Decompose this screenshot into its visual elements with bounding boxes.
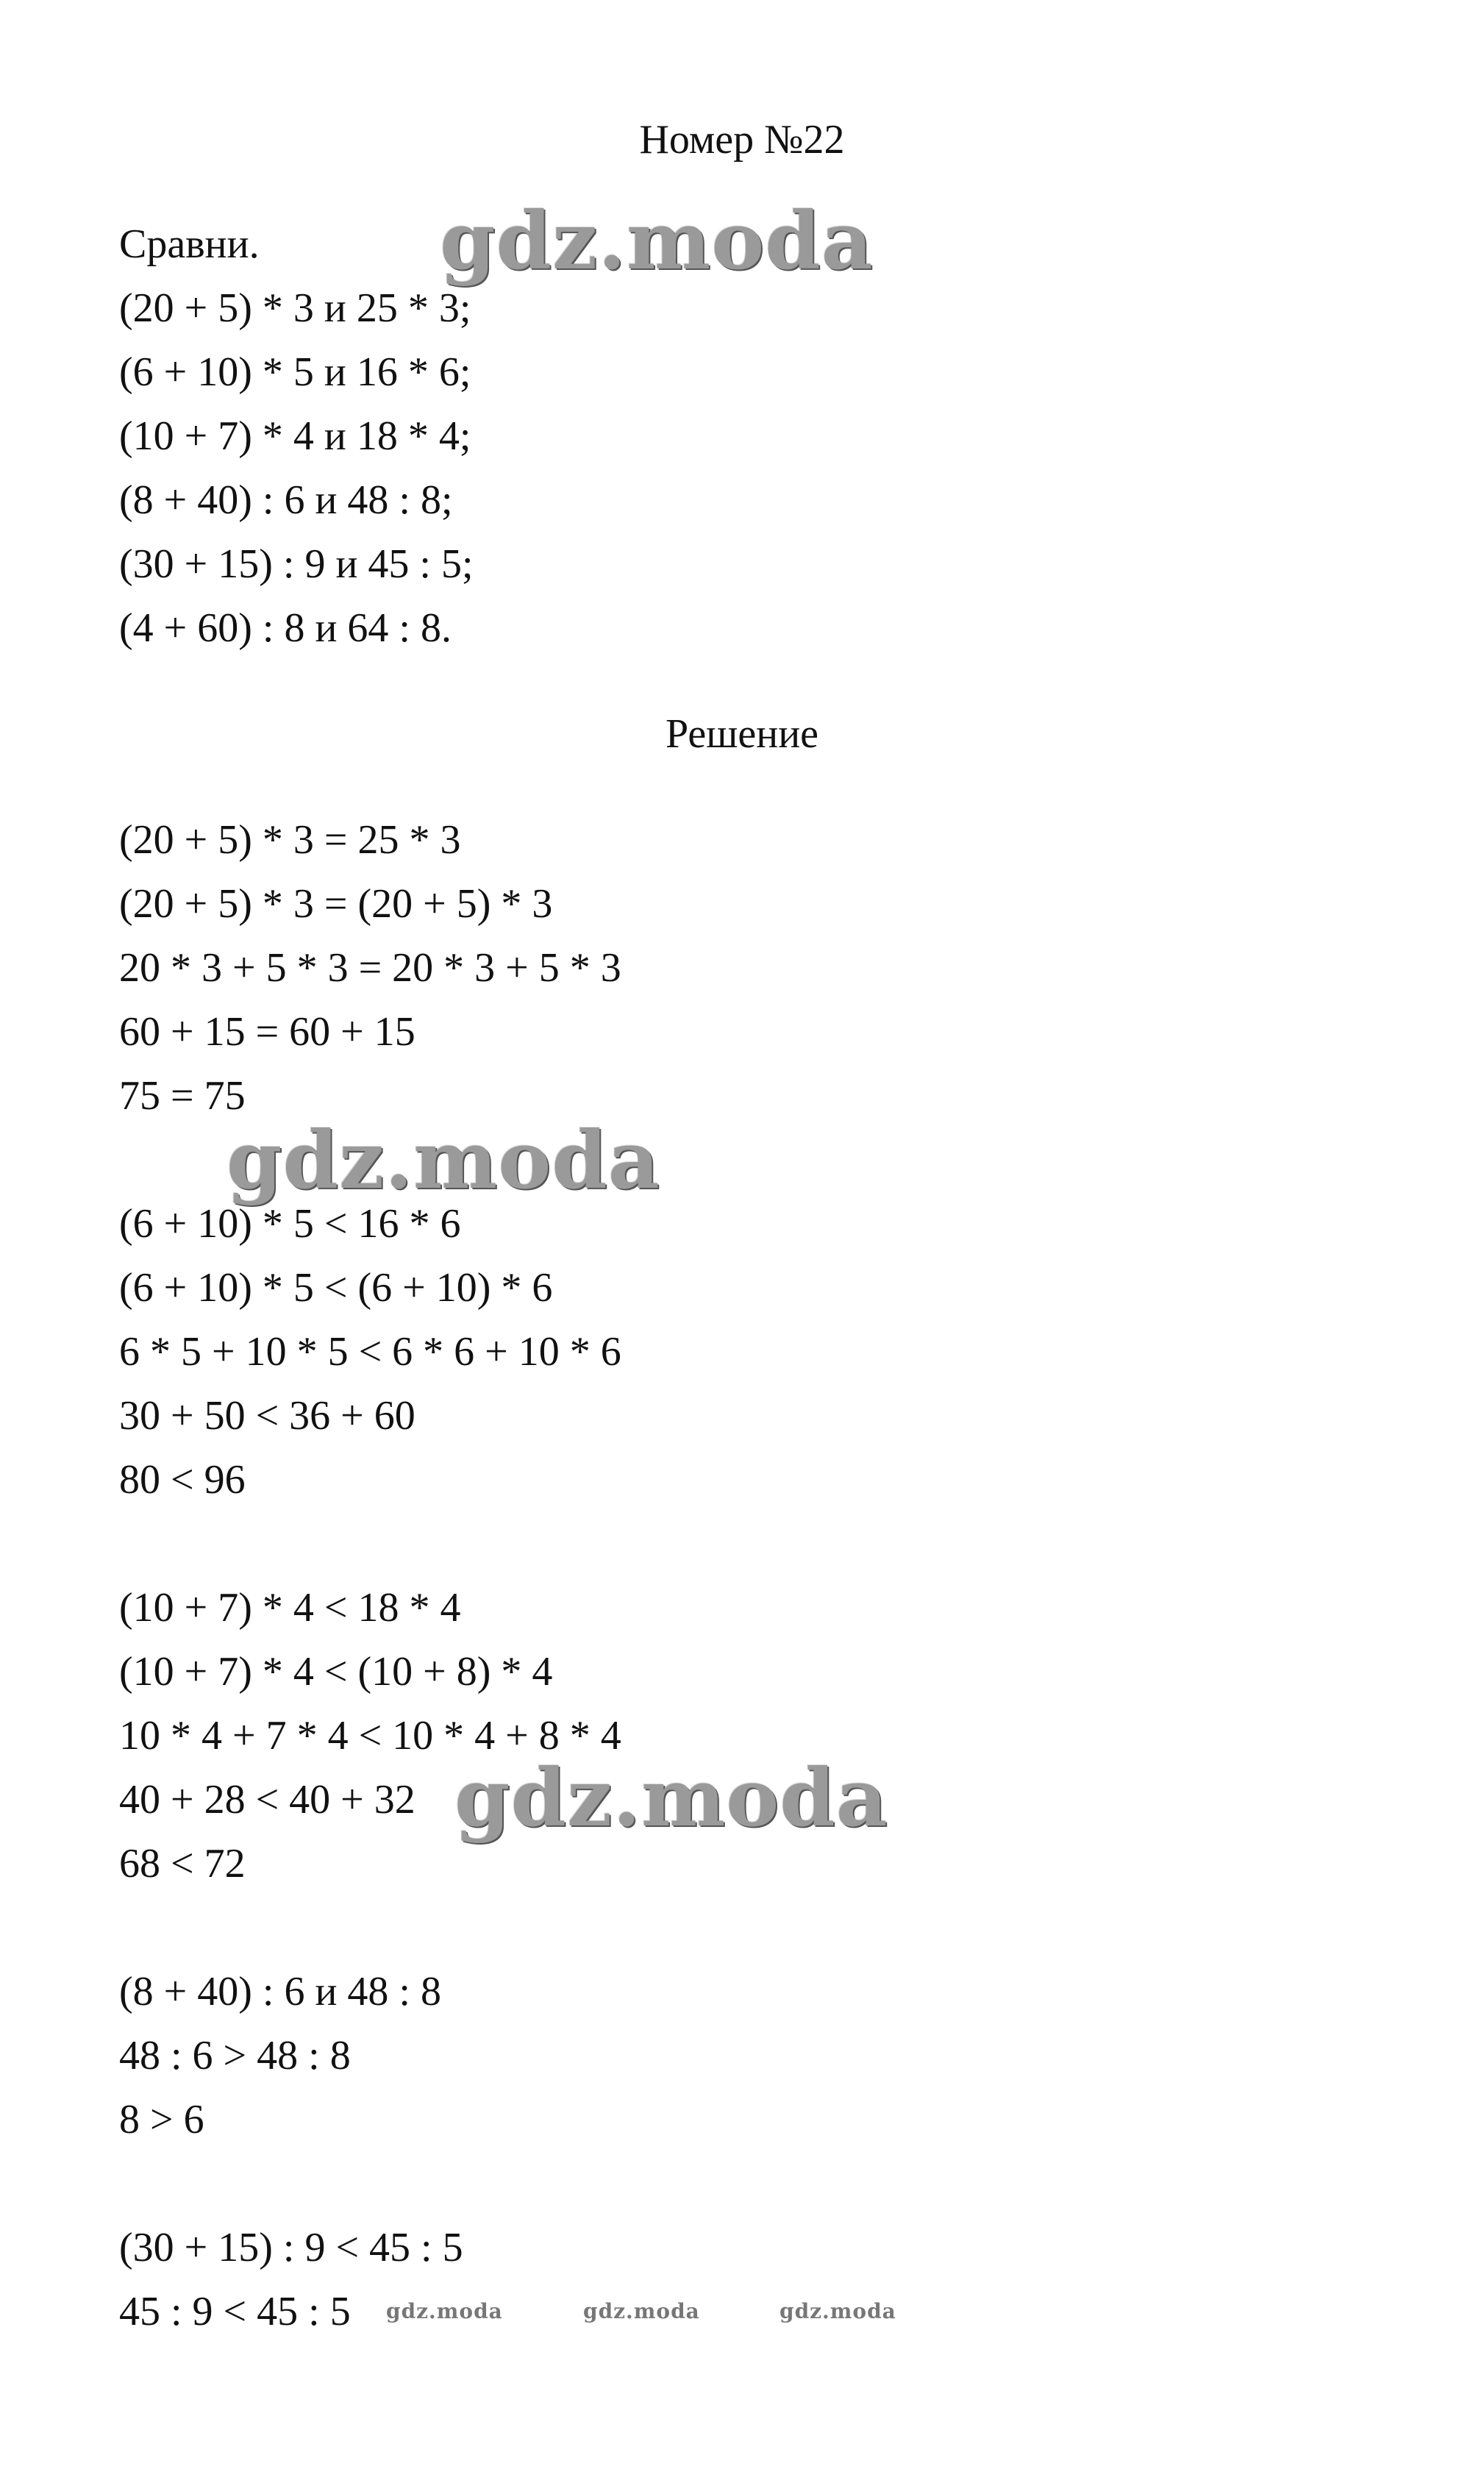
watermark: gdz.moda [440,195,874,288]
task-item: (6 + 10) * 5 и 16 * 6; [119,349,471,395]
solution-line: (8 + 40) : 6 и 48 : 8 [119,1969,441,2014]
task-item: (30 + 15) : 9 и 45 : 5; [119,541,474,587]
solution-line: 40 + 28 < 40 + 32 [119,1777,415,1823]
watermark-small: gdz.moda [583,2299,700,2323]
solution-heading: Решение [665,711,819,757]
watermark: gdz.moda [454,1752,888,1845]
task-intro: Сравни. [119,221,260,267]
solution-line: 45 : 9 < 45 : 5 [119,2289,351,2334]
solution-line: 10 * 4 + 7 * 4 < 10 * 4 + 8 * 4 [119,1713,621,1759]
solution-line: (30 + 15) : 9 < 45 : 5 [119,2225,463,2270]
task-item: (8 + 40) : 6 и 48 : 8; [119,477,453,523]
solution-line: (20 + 5) * 3 = (20 + 5) * 3 [119,881,553,927]
solution-line: 8 > 6 [119,2097,204,2142]
solution-line: 30 + 50 < 36 + 60 [119,1393,415,1439]
solution-line: 68 < 72 [119,1841,246,1887]
solution-line: 75 = 75 [119,1073,246,1119]
solution-line: (6 + 10) * 5 < (6 + 10) * 6 [119,1265,553,1311]
watermark: gdz.moda [226,1114,660,1207]
task-item: (10 + 7) * 4 и 18 * 4; [119,413,471,459]
solution-line: (10 + 7) * 4 < 18 * 4 [119,1585,461,1631]
solution-line: (6 + 10) * 5 < 16 * 6 [119,1201,461,1247]
task-item: (4 + 60) : 8 и 64 : 8. [119,605,452,651]
solution-line: 80 < 96 [119,1457,246,1503]
solution-line: 20 * 3 + 5 * 3 = 20 * 3 + 5 * 3 [119,945,621,991]
task-item: (20 + 5) * 3 и 25 * 3; [119,285,471,331]
watermark-small: gdz.moda [386,2299,503,2323]
solution-line: (10 + 7) * 4 < (10 + 8) * 4 [119,1649,553,1695]
solution-line: 6 * 5 + 10 * 5 < 6 * 6 + 10 * 6 [119,1329,621,1375]
page-title: Номер №22 [639,117,845,163]
watermark-small: gdz.moda [780,2299,896,2323]
solution-line: 48 : 6 > 48 : 8 [119,2033,351,2078]
solution-line: 60 + 15 = 60 + 15 [119,1009,415,1055]
solution-line: (20 + 5) * 3 = 25 * 3 [119,817,461,863]
